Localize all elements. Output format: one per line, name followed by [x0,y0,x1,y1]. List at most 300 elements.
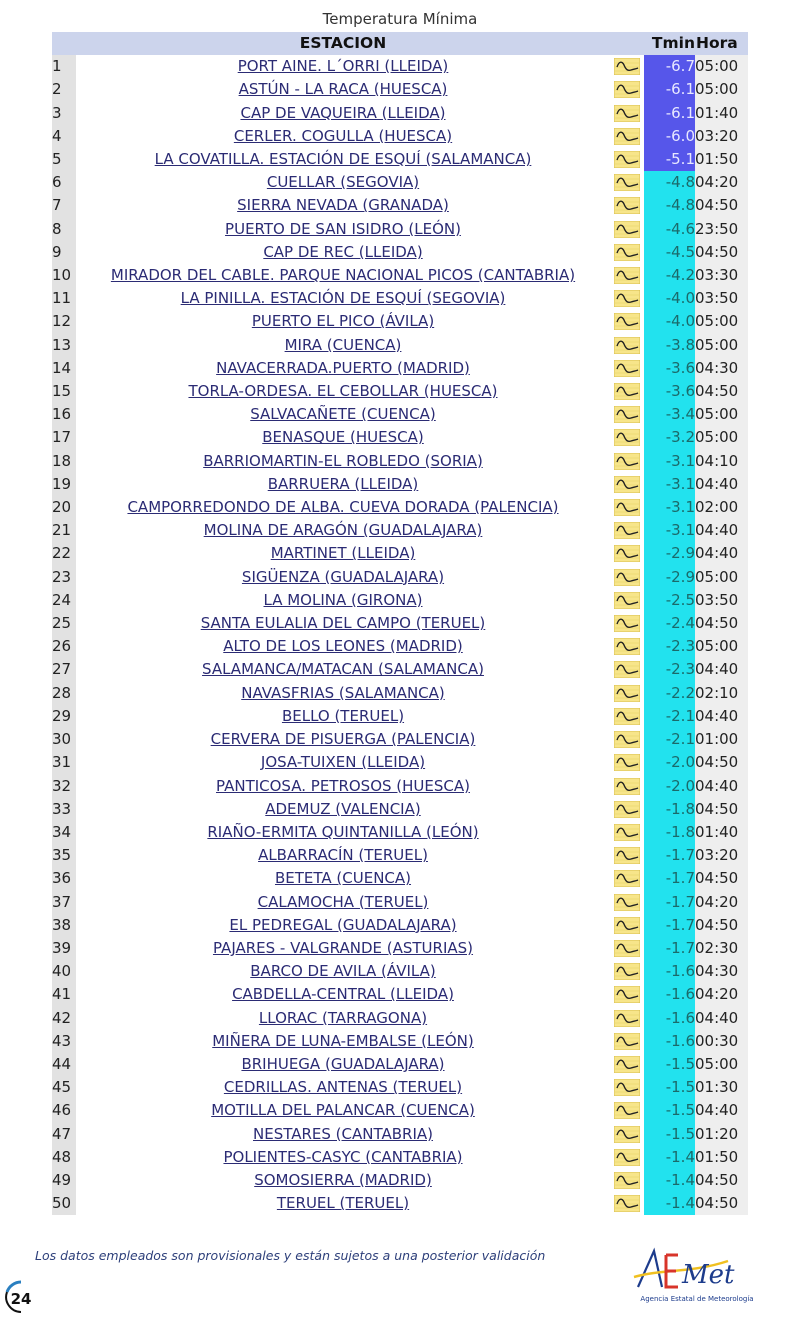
rank-cell: 4 [52,125,76,148]
tmin-cell: -4.0 [644,287,695,310]
hour-cell: 04:50 [695,1169,748,1192]
tmin-cell: -3.1 [644,496,695,519]
graph-chart-icon[interactable] [614,824,640,841]
graph-button[interactable] [610,473,644,496]
station-link[interactable]: MOTILLA DEL PALANCAR (CUENCA) [211,1101,475,1120]
graph-button[interactable] [610,403,644,426]
rank-cell: 18 [52,450,76,473]
graph-chart-icon[interactable] [614,894,640,911]
station-link[interactable]: BETETA (CUENCA) [274,869,412,888]
min-temperature-table [52,32,748,1215]
station-link[interactable]: CAP DE VAQUEIRA (LLEIDA) [240,103,446,122]
graph-button[interactable] [610,334,644,357]
graph-chart-icon[interactable] [614,870,640,887]
station-cell [76,960,610,983]
station-link[interactable]: SALVACAÑETE (CUENCA) [250,405,436,424]
station-cell [76,775,610,798]
table-row [52,241,748,264]
station-link[interactable]: CAMPORREDONDO DE ALBA. CUEVA DORADA (PALENCIA) [127,498,559,517]
graph-chart-icon[interactable] [614,708,640,725]
station-link[interactable]: LLORAC (TARRAGONA) [258,1008,428,1027]
graph-button[interactable] [610,775,644,798]
station-link[interactable]: ASTÚN - LA RACA (HUESCA) [238,80,448,99]
station-cell [76,403,610,426]
hour-cell: 04:40 [695,658,748,681]
table-row [52,473,748,496]
graph-button[interactable] [610,821,644,844]
hour-cell: 01:50 [695,1146,748,1169]
graph-chart-icon[interactable] [614,244,640,261]
graph-chart-icon[interactable] [614,847,640,864]
hour-cell: 04:40 [695,542,748,565]
hour-cell: 05:00 [695,78,748,101]
hour-cell: 04:50 [695,380,748,403]
hour-cell: 04:20 [695,171,748,194]
graph-chart-icon[interactable] [614,731,640,748]
graph-button[interactable] [610,1030,644,1053]
graph-chart-icon[interactable] [614,1056,640,1073]
station-cell [76,519,610,542]
hour-cell: 04:40 [695,519,748,542]
tmin-cell: -1.4 [644,1146,695,1169]
graph-chart-icon[interactable] [614,1172,640,1189]
graph-button[interactable] [610,705,644,728]
station-link[interactable]: NAVASFRIAS (SALAMANCA) [241,683,445,702]
hour-cell: 05:00 [695,1053,748,1076]
graph-chart-icon[interactable] [614,406,640,423]
station-link[interactable]: SALAMANCA/MATACAN (SALAMANCA) [202,660,484,679]
tmin-cell: -1.4 [644,1169,695,1192]
tmin-cell: -1.6 [644,1007,695,1030]
graph-button[interactable] [610,148,644,171]
rank-cell: 30 [52,728,76,751]
hour-cell: 04:20 [695,891,748,914]
graph-chart-icon[interactable] [614,313,640,330]
graph-chart-icon[interactable] [614,105,640,122]
rank-cell: 46 [52,1099,76,1122]
table-row [52,519,748,542]
graph-chart-icon[interactable] [614,337,640,354]
table-row [52,1146,748,1169]
graph-button[interactable] [610,102,644,125]
graph-chart-icon[interactable] [614,151,640,168]
graph-chart-icon[interactable] [614,569,640,586]
hour-cell: 04:30 [695,960,748,983]
station-cell [76,1192,610,1215]
graph-chart-icon[interactable] [614,81,640,98]
station-cell [76,496,610,519]
table-row [52,542,748,565]
rank-cell: 42 [52,1007,76,1030]
graph-chart-icon[interactable] [614,267,640,284]
table-row [52,705,748,728]
station-link[interactable]: TERUEL (TERUEL) [276,1194,410,1213]
table-row [52,450,748,473]
station-link[interactable]: PUERTO EL PICO (ÁVILA) [251,312,435,331]
hour-cell: 04:50 [695,914,748,937]
station-link[interactable]: RIAÑO-ERMITA QUINTANILLA (LEÓN) [207,822,479,841]
hour-cell: 04:40 [695,1099,748,1122]
graph-button[interactable] [610,983,644,1006]
hour-cell: 03:50 [695,589,748,612]
graph-chart-icon[interactable] [614,453,640,470]
table-row [52,287,748,310]
icon-header [610,32,644,55]
hour-cell: 05:00 [695,426,748,449]
station-link[interactable]: MARTINET (LLEIDA) [270,544,416,563]
rank-cell: 8 [52,218,76,241]
graph-button[interactable] [610,426,644,449]
station-link[interactable]: ADEMUZ (VALENCIA) [265,799,421,818]
station-cell [76,751,610,774]
rank-cell: 35 [52,844,76,867]
station-link[interactable]: JOSA-TUIXEN (LLEIDA) [260,753,426,772]
graph-chart-icon[interactable] [614,1102,640,1119]
station-cell [76,264,610,287]
hour-cell: 23:50 [695,218,748,241]
table-row [52,937,748,960]
station-link[interactable]: BRIHUEGA (GUADALAJARA) [241,1054,445,1073]
station-link[interactable]: BARCO DE AVILA (ÁVILA) [250,962,436,981]
rank-cell: 20 [52,496,76,519]
station-link[interactable]: CERVERA DE PISUERGA (PALENCIA) [210,730,476,749]
graph-chart-icon[interactable] [614,963,640,980]
graph-button[interactable] [610,450,644,473]
tmin-cell: -2.4 [644,612,695,635]
graph-button[interactable] [610,218,644,241]
station-cell [76,148,610,171]
station-link[interactable]: LA MOLINA (GIRONA) [263,590,423,609]
graph-button[interactable] [610,798,644,821]
tmin-cell: -1.5 [644,1123,695,1146]
station-link[interactable]: CEDRILLAS. ANTENAS (TERUEL) [223,1078,463,1097]
graph-chart-icon[interactable] [614,499,640,516]
graph-chart-icon[interactable] [614,476,640,493]
rank-cell: 38 [52,914,76,937]
graph-button[interactable] [610,1123,644,1146]
graph-button[interactable] [610,1007,644,1030]
table-row [52,914,748,937]
hour-cell: 04:50 [695,241,748,264]
tmin-cell: -2.5 [644,589,695,612]
graph-chart-icon[interactable] [614,545,640,562]
rank-cell: 31 [52,751,76,774]
station-link[interactable]: ALTO DE LOS LEONES (MADRID) [223,637,463,656]
brand-24-logo-icon [4,1280,38,1314]
graph-chart-icon[interactable] [614,429,640,446]
station-link[interactable]: PANTICOSA. PETROSOS (HUESCA) [216,776,470,795]
tmin-cell: -6.1 [644,102,695,125]
station-link[interactable]: NESTARES (CANTABRIA) [253,1124,433,1143]
graph-button[interactable] [610,380,644,403]
graph-chart-icon[interactable] [614,197,640,214]
graph-chart-icon[interactable] [614,1195,640,1212]
table-row [52,310,748,333]
rank-cell: 25 [52,612,76,635]
station-link[interactable]: MIRADOR DEL CABLE. PARQUE NACIONAL PICOS (CANTABRIA) [110,266,576,285]
graph-chart-icon[interactable] [614,1033,640,1050]
graph-button[interactable] [610,264,644,287]
graph-chart-icon[interactable] [614,986,640,1003]
table-row [52,1099,748,1122]
table-row [52,798,748,821]
tmin-cell: -1.7 [644,867,695,890]
graph-button[interactable] [610,241,644,264]
station-cell [76,1099,610,1122]
graph-button[interactable] [610,1053,644,1076]
graph-chart-icon[interactable] [614,174,640,191]
graph-button[interactable] [610,1192,644,1215]
station-link[interactable]: NAVACERRADA.PUERTO (MADRID) [216,358,470,377]
table-row [52,380,748,403]
table-row [52,844,748,867]
rank-cell: 23 [52,566,76,589]
rank-cell: 26 [52,635,76,658]
graph-button[interactable] [610,310,644,333]
station-cell [76,171,610,194]
tmin-cell: -1.7 [644,937,695,960]
hour-cell: 02:10 [695,682,748,705]
station-cell [76,1169,610,1192]
station-link[interactable]: CAP DE REC (LLEIDA) [263,242,423,261]
graph-button[interactable] [610,751,644,774]
hour-cell: 05:00 [695,55,748,78]
station-link[interactable]: PAJARES - VALGRANDE (ASTURIAS) [212,938,474,957]
station-link[interactable]: ALBARRACÍN (TERUEL) [258,846,428,865]
station-link[interactable]: BARRIOMARTIN-EL ROBLEDO (SORIA) [203,451,483,470]
station-link[interactable]: SIGÜENZA (GUADALAJARA) [241,567,445,586]
station-cell [76,125,610,148]
table-row [52,102,748,125]
graph-button[interactable] [610,1146,644,1169]
graph-chart-icon[interactable] [614,383,640,400]
station-link[interactable]: MIRA (CUENCA) [284,335,402,354]
tmin-cell: -3.4 [644,403,695,426]
graph-chart-icon[interactable] [614,778,640,795]
graph-chart-icon[interactable] [614,940,640,957]
station-cell [76,357,610,380]
table-row [52,55,748,78]
hour-cell: 04:50 [695,194,748,217]
graph-button[interactable] [610,566,644,589]
station-link[interactable]: BELLO (TERUEL) [281,706,405,725]
rank-cell: 21 [52,519,76,542]
hour-cell: 04:10 [695,450,748,473]
station-link[interactable]: SOMOSIERRA (MADRID) [254,1170,432,1189]
tmin-cell: -4.8 [644,171,695,194]
station-cell [76,1030,610,1053]
station-link[interactable]: LA COVATILLA. ESTACIÓN DE ESQUÍ (SALAMANCA) [154,150,532,169]
graph-chart-icon[interactable] [614,360,640,377]
station-cell [76,1053,610,1076]
table-row [52,1076,748,1099]
graph-button[interactable] [610,1099,644,1122]
table-row [52,983,748,1006]
station-link[interactable]: POLIENTES-CASYC (CANTABRIA) [223,1147,463,1166]
rank-cell: 47 [52,1123,76,1146]
station-link[interactable]: LA PINILLA. ESTACIÓN DE ESQUÍ (SEGOVIA) [180,289,506,308]
tmin-cell: -6.7 [644,55,695,78]
graph-button[interactable] [610,612,644,635]
graph-button[interactable] [610,287,644,310]
graph-button[interactable] [610,194,644,217]
tmin-cell: -5.1 [644,148,695,171]
graph-button[interactable] [610,171,644,194]
tmin-cell: -6.1 [644,78,695,101]
tmin-cell: -1.8 [644,821,695,844]
hour-cell: 04:50 [695,798,748,821]
table-row [52,1030,748,1053]
rank-cell: 2 [52,78,76,101]
station-link[interactable]: TORLA-ORDESA. EL CEBOLLAR (HUESCA) [188,382,498,401]
station-link[interactable]: SIERRA NEVADA (GRANADA) [237,196,449,215]
tmin-cell: -2.1 [644,728,695,751]
rank-cell: 22 [52,542,76,565]
station-cell [76,310,610,333]
table-row [52,612,748,635]
graph-button[interactable] [610,589,644,612]
rank-cell: 34 [52,821,76,844]
tmin-cell: -1.7 [644,891,695,914]
hour-cell: 04:50 [695,867,748,890]
graph-chart-icon[interactable] [614,615,640,632]
graph-chart-icon[interactable] [614,1126,640,1143]
rank-cell: 1 [52,55,76,78]
graph-chart-icon[interactable] [614,1079,640,1096]
tmin-cell: -2.3 [644,635,695,658]
table-row [52,264,748,287]
table-row [52,426,748,449]
graph-button[interactable] [610,937,644,960]
graph-button[interactable] [610,867,644,890]
station-link[interactable]: BENASQUE (HUESCA) [262,428,424,447]
graph-chart-icon[interactable] [614,801,640,818]
rank-cell: 6 [52,171,76,194]
rank-cell: 49 [52,1169,76,1192]
graph-chart-icon[interactable] [614,58,640,75]
graph-chart-icon[interactable] [614,661,640,678]
hour-header: Hora [695,32,748,55]
graph-button[interactable] [610,125,644,148]
station-link[interactable]: CABDELLA-CENTRAL (LLEIDA) [232,985,454,1004]
tmin-cell: -4.0 [644,310,695,333]
station-link[interactable]: BARRUERA (LLEIDA) [267,474,419,493]
graph-chart-icon[interactable] [614,592,640,609]
rank-cell: 11 [52,287,76,310]
graph-button[interactable] [610,658,644,681]
graph-button[interactable] [610,635,644,658]
station-cell [76,218,610,241]
rank-cell: 48 [52,1146,76,1169]
graph-button[interactable] [610,357,644,380]
hour-cell: 01:20 [695,1123,748,1146]
svg-text:Met: Met [682,1260,735,1290]
rank-cell: 37 [52,891,76,914]
station-link[interactable]: SANTA EULALIA DEL CAMPO (TERUEL) [200,614,486,633]
station-cell [76,1123,610,1146]
rank-cell: 10 [52,264,76,287]
rank-cell: 44 [52,1053,76,1076]
hour-cell: 04:50 [695,612,748,635]
graph-chart-icon[interactable] [614,917,640,934]
hour-cell: 02:30 [695,937,748,960]
station-cell [76,682,610,705]
tmin-cell: -4.2 [644,264,695,287]
hour-cell: 04:20 [695,983,748,1006]
station-cell [76,102,610,125]
graph-button[interactable] [610,914,644,937]
station-cell [76,1146,610,1169]
rank-header [52,32,76,55]
tmin-cell: -3.8 [644,334,695,357]
graph-chart-icon[interactable] [614,221,640,238]
graph-button[interactable] [610,728,644,751]
table-row [52,751,748,774]
graph-button[interactable] [610,78,644,101]
graph-button[interactable] [610,960,644,983]
graph-chart-icon[interactable] [614,1010,640,1027]
graph-button[interactable] [610,1169,644,1192]
hour-cell: 03:30 [695,264,748,287]
graph-chart-icon[interactable] [614,522,640,539]
tmin-cell: -2.0 [644,775,695,798]
station-cell [76,1007,610,1030]
hour-cell: 01:50 [695,148,748,171]
graph-chart-icon[interactable] [614,685,640,702]
station-cell [76,450,610,473]
station-link[interactable]: MIÑERA DE LUNA-EMBALSE (LEÓN) [212,1031,474,1050]
graph-button[interactable] [610,496,644,519]
station-link[interactable]: PUERTO DE SAN ISIDRO (LEÓN) [225,219,461,238]
station-link[interactable]: CERLER. COGULLA (HUESCA) [233,126,453,145]
tmin-cell: -2.2 [644,682,695,705]
station-link[interactable]: CALAMOCHA (TERUEL) [257,892,429,911]
station-link[interactable]: EL PEDREGAL (GUADALAJARA) [229,915,457,934]
graph-button[interactable] [610,682,644,705]
tmin-cell: -2.0 [644,751,695,774]
station-link[interactable]: PORT AINE. L´ORRI (LLEIDA) [237,57,449,76]
graph-chart-icon[interactable] [614,754,640,771]
tmin-cell: -3.6 [644,380,695,403]
table-body [52,55,748,1215]
station-link[interactable]: CUELLAR (SEGOVIA) [266,173,420,192]
station-cell [76,566,610,589]
tmin-cell: -6.0 [644,125,695,148]
graph-chart-icon[interactable] [614,290,640,307]
graph-button[interactable] [610,542,644,565]
graph-chart-icon[interactable] [614,128,640,145]
rank-cell: 29 [52,705,76,728]
tmin-cell: -2.1 [644,705,695,728]
table-row [52,78,748,101]
graph-button[interactable] [610,891,644,914]
station-cell [76,844,610,867]
table-row [52,171,748,194]
rank-cell: 17 [52,426,76,449]
graph-button[interactable] [610,55,644,78]
rank-cell: 24 [52,589,76,612]
svg-text:24: 24 [10,1290,32,1308]
graph-button[interactable] [610,519,644,542]
graph-chart-icon[interactable] [614,1149,640,1166]
station-link[interactable]: MOLINA DE ARAGÓN (GUADALAJARA) [203,521,483,540]
hour-cell: 05:00 [695,403,748,426]
rank-cell: 7 [52,194,76,217]
graph-button[interactable] [610,1076,644,1099]
graph-chart-icon[interactable] [614,638,640,655]
graph-button[interactable] [610,844,644,867]
station-cell [76,914,610,937]
